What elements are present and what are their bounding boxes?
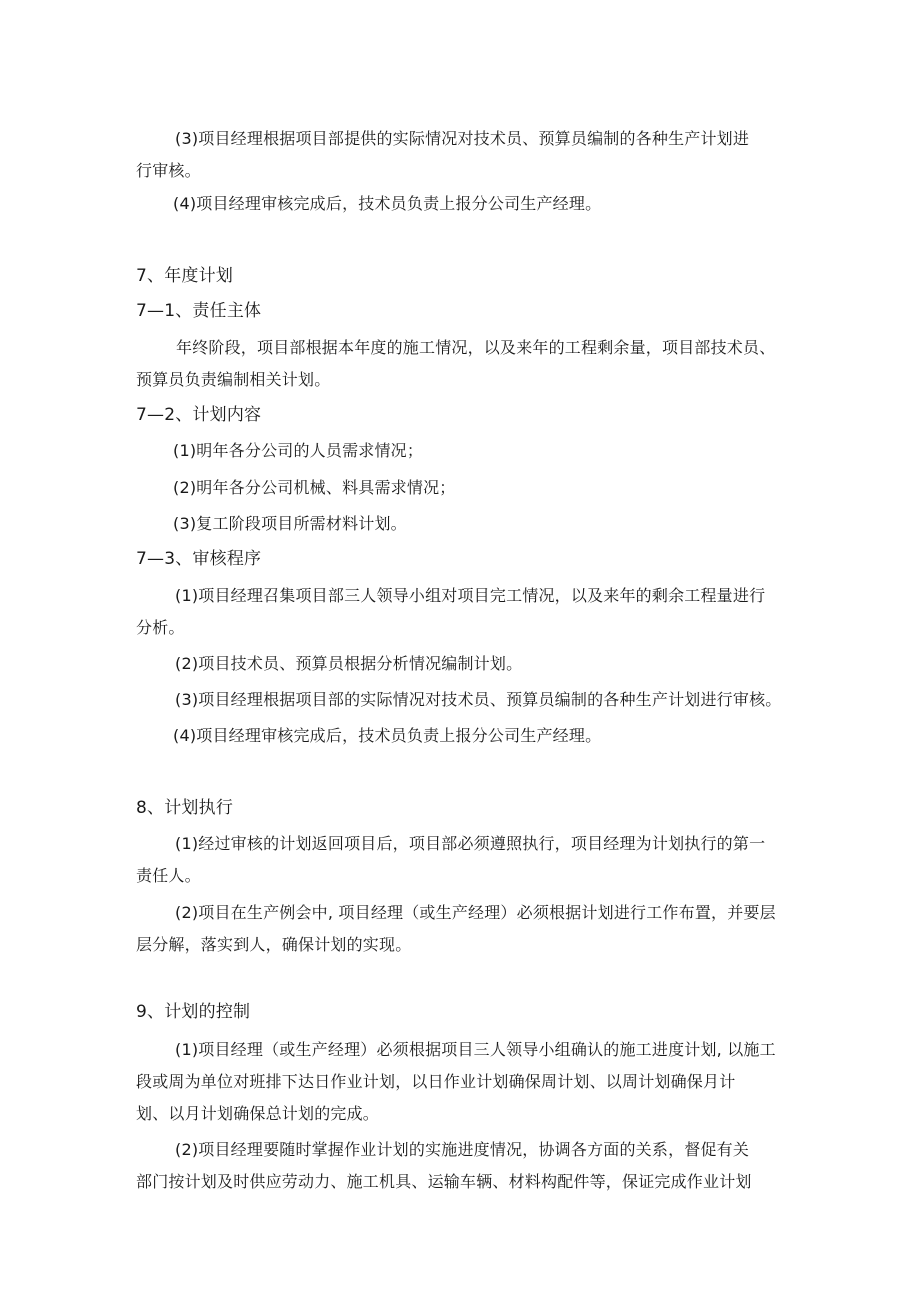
s7-sub3-item3: (3)项目经理根据项目部的实际情况对技术员、预算员编制的各种生产计划进行审核。 [175, 690, 782, 709]
s9-item1-line1: (1)项目经理（或生产经理）必须根据项目三人领导小组确认的施工进度计划, 以施工 [175, 1040, 776, 1059]
s7-sub1-line2: 预算员负责编制相关计划。 [136, 370, 331, 389]
s7-sub3-item1-line1: (1)项目经理召集项目部三人领导小组对项目完工情况，以及来年的剩余工程量进行 [175, 586, 766, 605]
s9-item1-line3: 划、以月计划确保总计划的完成。 [136, 1104, 380, 1123]
s8-item1-line1: (1)经过审核的计划返回项目后，项目部必须遵照执行，项目经理为计划执行的第一 [175, 834, 766, 853]
s9-heading: 9、计划的控制 [136, 1002, 251, 1022]
s7-sub3-heading: 7—3、审核程序 [136, 549, 262, 569]
s7-sub3-item2: (2)项目技术员、预算员根据分析情况编制计划。 [175, 654, 523, 673]
s7-sub1-heading: 7—1、责任主体 [136, 301, 262, 321]
s8-item2-line1: (2)项目在生产例会中, 项目经理（或生产经理）必须根据计划进行工作布置，并要层 [175, 903, 776, 922]
s7-sub2-item1: (1)明年各分公司的人员需求情况； [173, 441, 424, 460]
s9-item2-line1: (2)项目经理要随时掌握作业计划的实施进度情况，协调各方面的关系，督促有关 [175, 1140, 750, 1159]
s8-item2-line2: 层分解，落实到人，确保计划的实现。 [136, 935, 412, 954]
s7-heading: 7、年度计划 [136, 266, 234, 286]
s8-heading: 8、计划执行 [136, 798, 234, 818]
s7-sub3-item4: (4)项目经理审核完成后，技术员负责上报分公司生产经理。 [173, 726, 602, 745]
s6-item3-line2: 行审核。 [136, 161, 201, 180]
s6-item4: (4)项目经理审核完成后，技术员负责上报分公司生产经理。 [173, 194, 602, 213]
s7-sub3-item1-line2: 分析。 [136, 618, 185, 637]
s7-sub2-item3: (3)复工阶段项目所需材料计划。 [173, 514, 407, 533]
s6-item3-line1: (3)项目经理根据项目部提供的实际情况对技术员、预算员编制的各种生产计划进 [175, 129, 750, 148]
s9-item2-line2: 部门按计划及时供应劳动力、施工机具、运输车辆、材料构配件等，保证完成作业计划 [136, 1172, 752, 1191]
s7-sub2-heading: 7—2、计划内容 [136, 405, 262, 425]
s7-sub1-line1: 年终阶段，项目部根据本年度的施工情况，以及来年的工程剩余量，项目部技术员、 [176, 338, 776, 357]
s9-item1-line2: 段或周为单位对班排下达日作业计划，以日作业计划确保周计划、以周计划确保月计 [136, 1072, 736, 1091]
s7-sub2-item2: (2)明年各分公司机械、料具需求情况； [173, 478, 456, 497]
s8-item1-line2: 责任人。 [136, 866, 201, 885]
